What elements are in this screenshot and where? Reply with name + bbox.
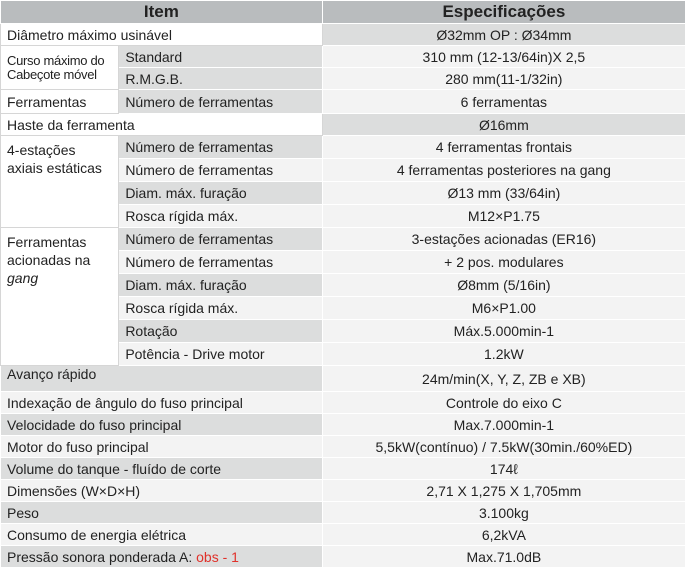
table-row <box>1 228 686 251</box>
row-label: Número de ferramentas <box>119 228 322 251</box>
row-label: Motor do fuso principal <box>1 436 323 458</box>
row-value: 5,5kW(contínuo) / 7.5kW(30min./60%ED) <box>322 436 685 458</box>
row-value: + 2 pos. modulares <box>322 251 685 274</box>
row-label: Número de ferramentas <box>119 159 322 182</box>
table-row <box>1 90 686 114</box>
row-label: Rotação <box>119 320 322 343</box>
row-value: M12×P1.75 <box>322 205 685 228</box>
row-value: Controle do eixo C <box>322 392 685 414</box>
row-label: Número de ferramentas <box>119 136 322 159</box>
row-label: Rosca rígida máx. <box>119 297 322 320</box>
table-row <box>1 136 686 159</box>
footnote-ref: obs - 1 <box>196 548 239 565</box>
table-row <box>1 524 686 546</box>
row-value: Máx.5.000min-1 <box>322 320 685 343</box>
row-label: Indexação de ângulo do fuso principal <box>1 392 323 414</box>
group-label: Ferramentas <box>1 90 119 114</box>
row-label <box>1 546 323 568</box>
table-row <box>1 24 686 46</box>
row-value: 6,2kVA <box>322 524 685 546</box>
table-row <box>1 366 686 392</box>
row-value: 2,71 X 1,275 X 1,705mm <box>322 480 685 502</box>
row-label: Consumo de energia elétrica <box>1 524 323 546</box>
table-row <box>1 414 686 436</box>
group-label: 4-estações axiais estáticas <box>1 136 119 228</box>
row-label: Haste da ferramenta <box>1 114 323 136</box>
row-label: Diâmetro máximo usinável <box>1 24 323 46</box>
row-value: Max.71.0dB <box>322 546 685 568</box>
group-label-emphasis: gang <box>7 270 39 286</box>
header-spec: Especificações <box>322 1 685 24</box>
row-value: 310 mm (12-13/64in)X 2,5 <box>322 46 685 68</box>
row-value: Ø32mm OP : Ø34mm <box>322 24 685 46</box>
row-label: Rosca rígida máx. <box>119 205 322 228</box>
table-row <box>1 436 686 458</box>
row-value: 24m/min(X, Y, Z, ZB e XB) <box>322 366 685 392</box>
row-label: Standard <box>119 46 322 68</box>
row-label: R.M.G.B. <box>119 68 322 90</box>
row-value: 6 ferramentas <box>322 90 685 114</box>
row-value: 3.100kg <box>322 502 685 524</box>
group-label <box>1 228 119 366</box>
row-value: Ø8mm (5/16in) <box>322 274 685 297</box>
row-value: 4 ferramentas posteriores na gang <box>322 159 685 182</box>
row-value: Ø16mm <box>322 114 685 136</box>
group-label: Curso máximo do Cabeçote móvel <box>1 46 119 90</box>
row-label: Diam. máx. furação <box>119 182 322 205</box>
table-row <box>1 480 686 502</box>
row-label: Velocidade do fuso principal <box>1 414 323 436</box>
row-label: Dimensões (W×D×H) <box>1 480 323 502</box>
row-value: 280 mm(11-1/32in) <box>322 68 685 90</box>
table-row <box>1 392 686 414</box>
row-label: Peso <box>1 502 323 524</box>
row-label-text: Pressão sonora ponderada A: <box>7 548 197 565</box>
row-label: Diam. máx. furação <box>119 274 322 297</box>
table-row <box>1 458 686 480</box>
table-row <box>1 114 686 136</box>
group-label-text: Ferramentas acionadas na <box>7 234 91 268</box>
row-label: Avanço rápido <box>1 366 323 392</box>
row-label: Potência - Drive motor <box>119 343 322 366</box>
row-value: 174ℓ <box>322 458 685 480</box>
row-value: 4 ferramentas frontais <box>322 136 685 159</box>
row-value: Max.7.000min-1 <box>322 414 685 436</box>
table-row <box>1 46 686 68</box>
row-label: Número de ferramentas <box>119 90 322 114</box>
header-row <box>1 1 686 24</box>
table-row <box>1 546 686 568</box>
table-row <box>1 502 686 524</box>
row-value: M6×P1.00 <box>322 297 685 320</box>
row-label: Número de ferramentas <box>119 251 322 274</box>
header-item: Item <box>1 1 323 24</box>
row-value: Ø13 mm (33/64in) <box>322 182 685 205</box>
row-value: 1.2kW <box>322 343 685 366</box>
row-label: Volume do tanque - fluído de corte <box>1 458 323 480</box>
row-value: 3-estações acionadas (ER16) <box>322 228 685 251</box>
